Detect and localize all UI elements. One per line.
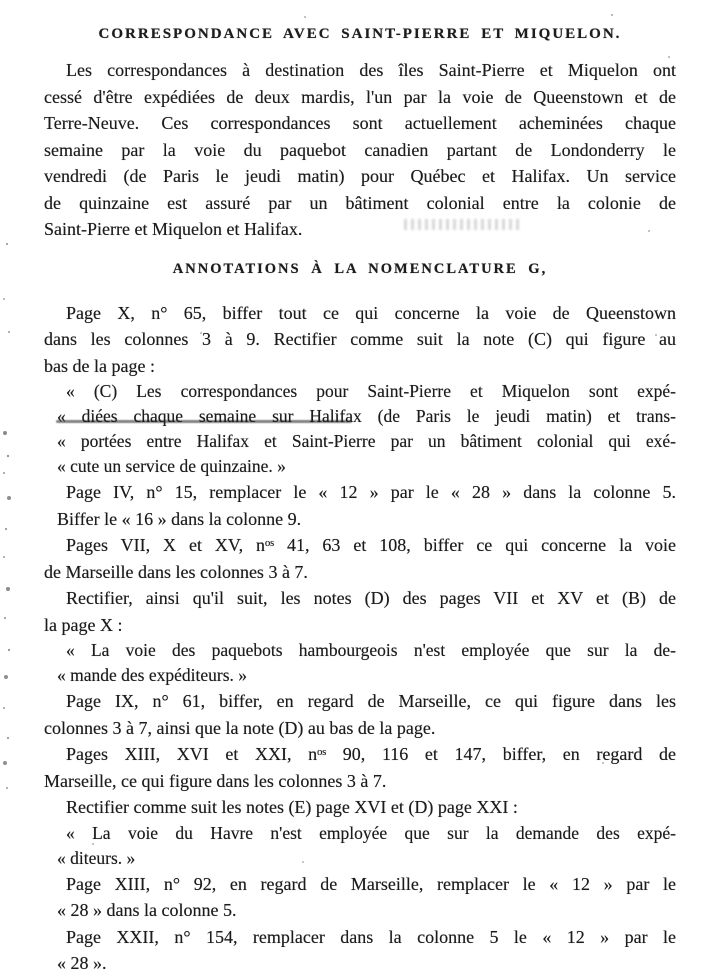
text-line: Rectifier, ainsi qu'il suit, les notes (D) des pages VII et XV et (B) de bbox=[66, 588, 676, 608]
text-line: « mande des expéditeurs. » bbox=[57, 665, 248, 685]
text-line: « diteurs. » bbox=[57, 847, 136, 868]
text-line: « (C) Les correspondances pour Saint-Pierre et Miquelon sont expé- bbox=[66, 381, 676, 401]
text-line: Page IV, n° 15, remplacer le « 12 » par le « 28 » dans la colonne 5. bbox=[66, 482, 676, 502]
annotation-paragraph bbox=[44, 300, 676, 380]
quoted-note-paragraph bbox=[44, 821, 676, 871]
text-line: Page X, n° 65, biffer tout ce qui concerne la voie de Queenstown bbox=[66, 302, 676, 323]
text-line: dans les colonnes 3 à 9. Rectifier comme suit la note (C) qui figure au bbox=[44, 329, 676, 349]
text-line: la page X : bbox=[44, 614, 123, 635]
text-line: « La voie des paquebots hambourgeois n'est employée que sur la de- bbox=[66, 640, 676, 660]
annotation-paragraph bbox=[44, 871, 676, 924]
intro-paragraph bbox=[44, 57, 676, 243]
text-line: Page IX, n° 61, biffer, en regard de Marseille, ce qui figure dans les bbox=[66, 691, 676, 711]
text-line: « 28 ». bbox=[57, 953, 107, 973]
annotation-paragraph bbox=[44, 794, 676, 821]
text-line: colonnes 3 à 7, ainsi que la note (D) au bas de la page. bbox=[44, 717, 436, 738]
text-line: bas de la page : bbox=[44, 355, 155, 376]
text-line: Pages VII, X et XV, nᵒˢ 41, 63 et 108, biffer ce qui concerne la voie bbox=[66, 535, 676, 555]
text-line: Pages XIII, XVI et XXI, nᵒˢ 90, 116 et 147, biffer, en regard de bbox=[66, 744, 676, 764]
text-line: « portées entre Halifax et Saint-Pierre par un bâtiment colonial qui exé- bbox=[57, 431, 676, 451]
text-line: de Marseille dans les colonnes 3 à 7. bbox=[44, 561, 308, 582]
quoted-note-paragraph bbox=[44, 638, 676, 688]
text-line: cessé d'être expédiées de deux mardis, l'un par la voie de Queenstown et de bbox=[44, 86, 676, 107]
annotation-paragraph bbox=[44, 479, 676, 532]
text-line: « La voie du Havre n'est employée que sur la demande des expé- bbox=[66, 822, 676, 843]
annotation-paragraph bbox=[44, 924, 676, 977]
text-line: semaine par la voie du paquebot canadien partant de Londonderry le bbox=[44, 139, 676, 160]
section-title: ANNOTATIONS À LA NOMENCLATURE G, bbox=[172, 260, 548, 277]
text-line: de quinzaine est assuré par un bâtiment colonial entre la colonie de bbox=[44, 192, 676, 213]
text-line: Terre-Neuve. Ces correspondances sont actuellement acheminées chaque bbox=[44, 113, 676, 133]
annotation-paragraph bbox=[44, 741, 676, 794]
text-line: Page XIII, n° 92, en regard de Marseille, remplacer le « 12 » par le bbox=[66, 873, 676, 894]
annotation-paragraph bbox=[44, 688, 676, 741]
text-line: Marseille, ce qui figure dans les colonnes 3 à 7. bbox=[44, 770, 387, 791]
text-line: « 28 » dans la colonne 5. bbox=[57, 900, 237, 920]
annotations-list bbox=[44, 300, 676, 977]
text-line: Les correspondances à destination des îles Saint-Pierre et Miquelon ont bbox=[66, 60, 676, 80]
annotation-paragraph bbox=[44, 532, 676, 585]
text-line: Biffer le « 16 » dans la colonne 9. bbox=[57, 508, 302, 529]
text-line: vendredi (de Paris le jeudi matin) pour Québec et Halifax. Un service bbox=[44, 166, 676, 186]
text-line: « cute un service de quinzaine. » bbox=[57, 456, 286, 476]
quoted-note-paragraph bbox=[44, 379, 676, 479]
text-line: Rectifier comme suit les notes (E) page XVI et (D) page XXI : bbox=[66, 797, 518, 817]
text-line: Saint-Pierre et Miquelon et Halifax. bbox=[44, 219, 303, 239]
annotation-paragraph bbox=[44, 585, 676, 638]
text-line: Page XXII, n° 154, remplacer dans la colonne 5 le « 12 » par le bbox=[66, 926, 676, 947]
document-title: CORRESPONDANCE AVEC SAINT-PIERRE ET MIQUELON. bbox=[98, 26, 622, 42]
text-line: « diées chaque semaine sur Halifax (de Paris le jeudi matin) et trans- bbox=[57, 406, 676, 426]
